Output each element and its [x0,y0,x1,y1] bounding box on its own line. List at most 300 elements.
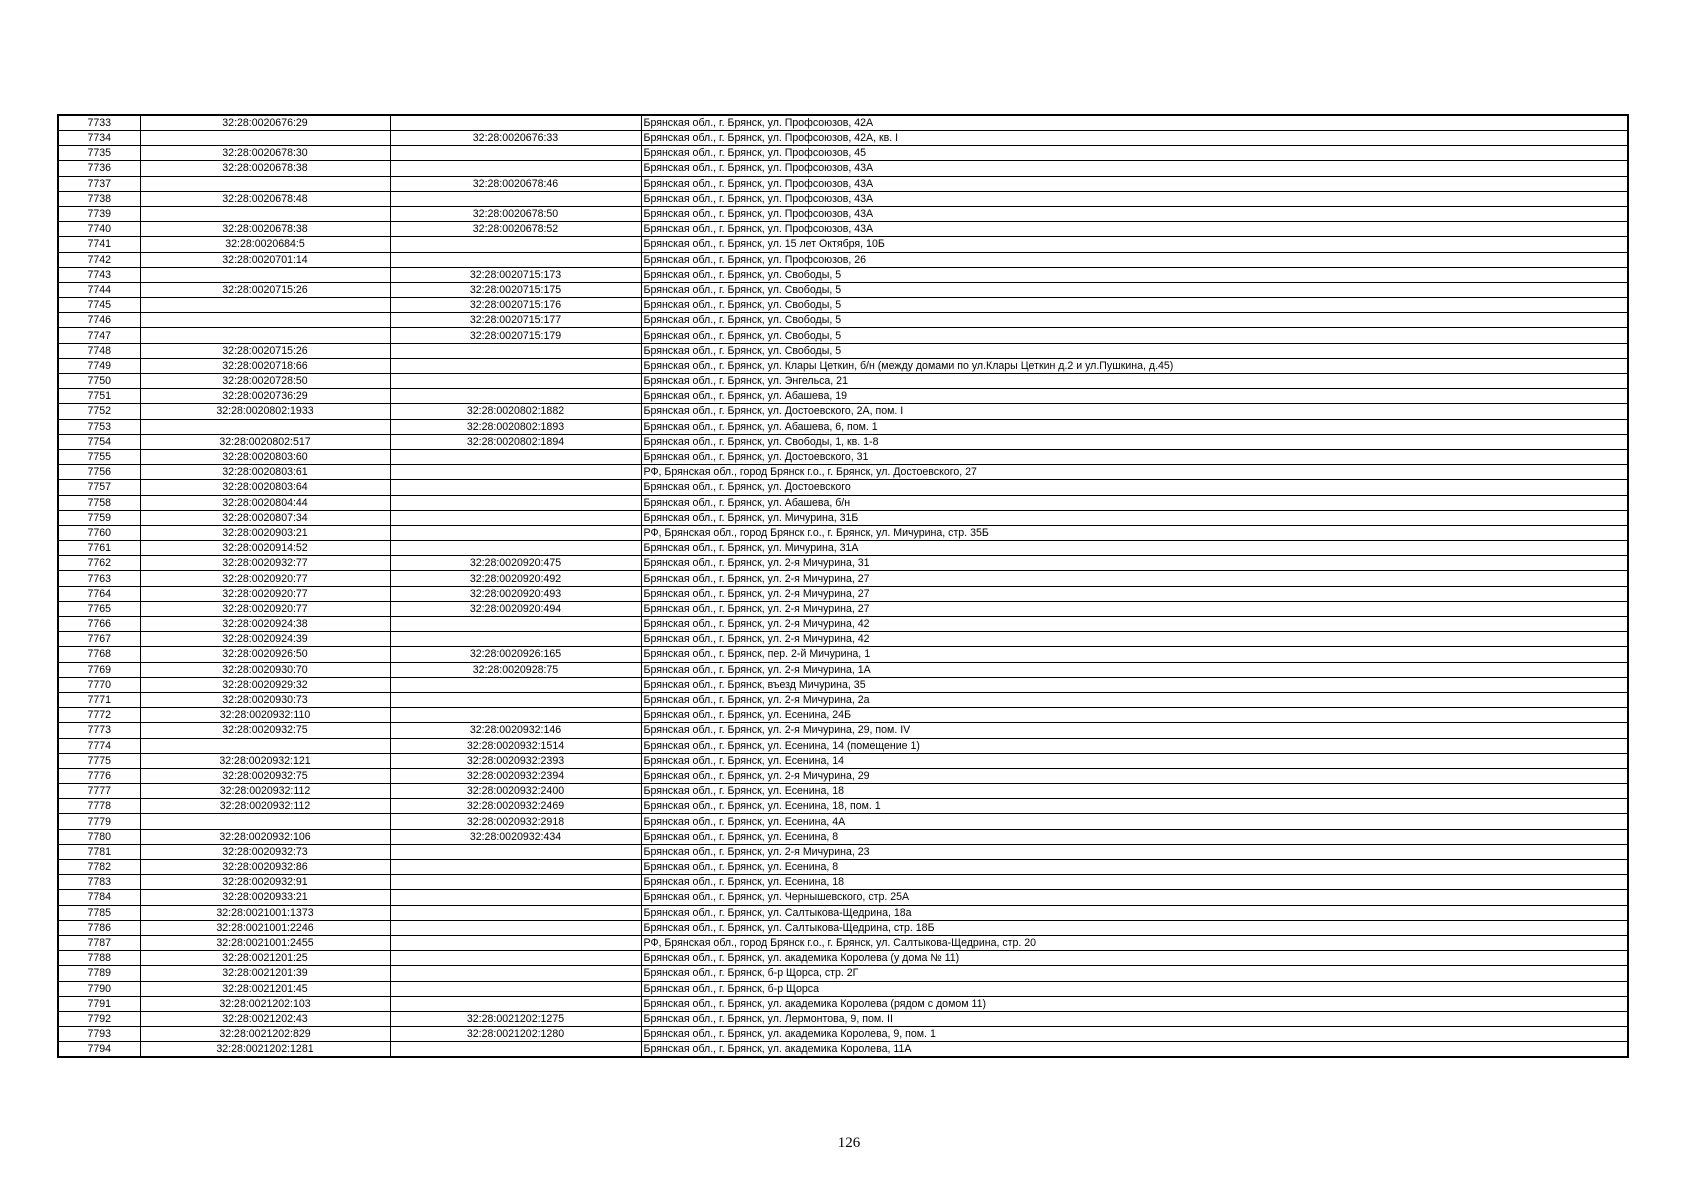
row-number-cell: 7754 [58,434,140,449]
table-row [58,601,1628,616]
address-cell: Брянская обл., г. Брянск, ул. 15 лет Октября, 10Б [641,237,1628,252]
object-cadastral-number-cell [390,890,641,905]
cadastral-number-cell: 32:28:0020930:70 [140,662,390,677]
row-number-cell: 7785 [58,905,140,920]
table-row [58,875,1628,890]
object-cadastral-number-cell [390,981,641,996]
cadastral-number-cell: 32:28:0020932:112 [140,799,390,814]
address-cell: Брянская обл., г. Брянск, ул. Есенина, 14 [641,753,1628,768]
table-row [58,206,1628,221]
table-row [58,115,1628,131]
address-cell: Брянская обл., г. Брянск, ул. Профсоюзов, 42А [641,115,1628,131]
cadastral-number-cell: 32:28:0020932:121 [140,753,390,768]
row-number-cell: 7780 [58,829,140,844]
table-row [58,632,1628,647]
row-number-cell: 7746 [58,313,140,328]
table-row [58,1011,1628,1026]
address-cell: Брянская обл., г. Брянск, ул. Есенина, 18 [641,875,1628,890]
row-number-cell: 7750 [58,374,140,389]
cadastral-number-cell: 32:28:0020932:112 [140,784,390,799]
row-number-cell: 7792 [58,1011,140,1026]
table-row [58,677,1628,692]
address-cell: Брянская обл., г. Брянск, ул. Профсоюзов, 26 [641,252,1628,267]
row-number-cell: 7789 [58,966,140,981]
row-number-cell: 7791 [58,996,140,1011]
address-cell: Брянская обл., г. Брянск, ул. Есенина, 18, пом. 1 [641,799,1628,814]
cadastral-number-cell: 32:28:0021202:829 [140,1027,390,1042]
address-cell: Брянская обл., г. Брянск, ул. Салтыкова-Щедрина, стр. 18Б [641,920,1628,935]
row-number-cell: 7760 [58,525,140,540]
object-cadastral-number-cell: 32:28:0020920:475 [390,556,641,571]
table-row [58,222,1628,237]
row-number-cell: 7782 [58,860,140,875]
row-number-cell: 7742 [58,252,140,267]
address-cell: Брянская обл., г. Брянск, ул. Профсоюзов, 43А [641,161,1628,176]
row-number-cell: 7788 [58,951,140,966]
address-cell: Брянская обл., г. Брянск, ул. 2-я Мичурина, 29, пом. IV [641,723,1628,738]
table-row [58,191,1628,206]
table-row [58,1042,1628,1058]
table-row [58,510,1628,525]
cadastral-number-cell: 32:28:0020903:21 [140,525,390,540]
row-number-cell: 7778 [58,799,140,814]
cadastral-number-cell: 32:28:0020802:1933 [140,404,390,419]
object-cadastral-number-cell [390,374,641,389]
object-cadastral-number-cell: 32:28:0020928:75 [390,662,641,677]
object-cadastral-number-cell [390,449,641,464]
address-cell: Брянская обл., г. Брянск, ул. 2-я Мичурина, 2а [641,692,1628,707]
row-number-cell: 7790 [58,981,140,996]
address-cell: РФ, Брянская обл., город Брянск г.о., г. Брянск, ул. Достоевского, 27 [641,465,1628,480]
cadastral-number-cell: 32:28:0020676:29 [140,115,390,131]
row-number-cell: 7743 [58,267,140,282]
address-cell: Брянская обл., г. Брянск, ул. 2-я Мичурина, 1А [641,662,1628,677]
address-cell: Брянская обл., г. Брянск, ул. Абашева, 6, пом. 1 [641,419,1628,434]
table-row [58,131,1628,146]
object-cadastral-number-cell [390,677,641,692]
cadastral-number-cell: 32:28:0020678:38 [140,222,390,237]
row-number-cell: 7783 [58,875,140,890]
cadastral-number-cell: 32:28:0021202:103 [140,996,390,1011]
cadastral-number-cell: 32:28:0020684:5 [140,237,390,252]
row-number-cell: 7767 [58,632,140,647]
cadastral-number-cell: 32:28:0020803:64 [140,480,390,495]
cadastral-number-cell: 32:28:0020924:38 [140,617,390,632]
table-row [58,298,1628,313]
object-cadastral-number-cell [390,860,641,875]
table-row [58,176,1628,191]
object-cadastral-number-cell [390,191,641,206]
table-row [58,768,1628,783]
address-cell: Брянская обл., г. Брянск, ул. 2-я Мичурина, 27 [641,601,1628,616]
table-row [58,738,1628,753]
address-cell: Брянская обл., г. Брянск, ул. Есенина, 8 [641,860,1628,875]
object-cadastral-number-cell: 32:28:0020715:177 [390,313,641,328]
table-row [58,449,1628,464]
address-cell: Брянская обл., г. Брянск, ул. Свободы, 5 [641,298,1628,313]
object-cadastral-number-cell [390,935,641,950]
address-cell: Брянская обл., г. Брянск, ул. Клары Цеткин, б/н (между домами по ул.Клары Цеткин д.2 и ул.Пушкина, д.45) [641,358,1628,373]
address-cell: Брянская обл., г. Брянск, ул. Мичурина, 31А [641,541,1628,556]
object-cadastral-number-cell: 32:28:0020715:175 [390,282,641,297]
address-cell: Брянская обл., г. Брянск, ул. 2-я Мичурина, 27 [641,571,1628,586]
table-row [58,905,1628,920]
cadastral-number-cell: 32:28:0021001:2246 [140,920,390,935]
cadastral-number-cell: 32:28:0021201:45 [140,981,390,996]
address-cell: Брянская обл., г. Брянск, ул. Достоевского [641,480,1628,495]
address-cell: Брянская обл., г. Брянск, ул. Профсоюзов, 43А [641,222,1628,237]
table-row [58,434,1628,449]
row-number-cell: 7771 [58,692,140,707]
cadastral-number-cell: 32:28:0020932:91 [140,875,390,890]
table-row [58,723,1628,738]
row-number-cell: 7765 [58,601,140,616]
object-cadastral-number-cell [390,708,641,723]
row-number-cell: 7770 [58,677,140,692]
table-row [58,525,1628,540]
table-row [58,860,1628,875]
table-row [58,313,1628,328]
cadastral-number-cell: 32:28:0020701:14 [140,252,390,267]
address-cell: Брянская обл., г. Брянск, ул. академика Королева (рядом с домом 11) [641,996,1628,1011]
row-number-cell: 7734 [58,131,140,146]
cadastral-number-cell: 32:28:0020932:110 [140,708,390,723]
address-cell: Брянская обл., г. Брянск, ул. Достоевского, 2А, пом. I [641,404,1628,419]
row-number-cell: 7774 [58,738,140,753]
object-cadastral-number-cell: 32:28:0020920:493 [390,586,641,601]
table-row [58,966,1628,981]
row-number-cell: 7759 [58,510,140,525]
table-row [58,753,1628,768]
cadastral-number-cell: 32:28:0020920:77 [140,601,390,616]
cadastral-number-cell: 32:28:0021001:1373 [140,905,390,920]
table-row [58,389,1628,404]
address-cell: Брянская обл., г. Брянск, ул. Профсоюзов, 43А [641,191,1628,206]
row-number-cell: 7749 [58,358,140,373]
table-row [58,495,1628,510]
cadastral-number-cell [140,328,390,343]
table-row [58,374,1628,389]
object-cadastral-number-cell: 32:28:0021202:1280 [390,1027,641,1042]
object-cadastral-number-cell [390,146,641,161]
cadastral-number-cell: 32:28:0020715:26 [140,343,390,358]
cadastral-number-cell: 32:28:0021202:1281 [140,1042,390,1058]
object-cadastral-number-cell [390,510,641,525]
cadastral-number-cell: 32:28:0020932:106 [140,829,390,844]
address-cell: Брянская обл., г. Брянск, ул. Есенина, 14 (помещение 1) [641,738,1628,753]
row-number-cell: 7762 [58,556,140,571]
table-row [58,480,1628,495]
cadastral-number-cell: 32:28:0020930:73 [140,692,390,707]
table-row [58,920,1628,935]
row-number-cell: 7772 [58,708,140,723]
address-cell: Брянская обл., г. Брянск, б-р Щорса, стр. 2Г [641,966,1628,981]
address-cell: Брянская обл., г. Брянск, ул. Чернышевского, стр. 25А [641,890,1628,905]
address-cell: Брянская обл., г. Брянск, б-р Щорса [641,981,1628,996]
cadastral-number-cell: 32:28:0020715:26 [140,282,390,297]
table-row [58,890,1628,905]
object-cadastral-number-cell [390,389,641,404]
cadastral-number-cell [140,738,390,753]
row-number-cell: 7747 [58,328,140,343]
table-row [58,951,1628,966]
address-cell: Брянская обл., г. Брянск, ул. Есенина, 4А [641,814,1628,829]
object-cadastral-number-cell [390,252,641,267]
row-number-cell: 7779 [58,814,140,829]
address-cell: Брянская обл., г. Брянск, ул. Достоевского, 31 [641,449,1628,464]
address-cell: Брянская обл., г. Брянск, ул. Свободы, 5 [641,282,1628,297]
object-cadastral-number-cell [390,161,641,176]
object-cadastral-number-cell: 32:28:0020932:434 [390,829,641,844]
object-cadastral-number-cell [390,617,641,632]
table-row [58,617,1628,632]
address-cell: Брянская обл., г. Брянск, ул. Профсоюзов, 43А [641,176,1628,191]
row-number-cell: 7735 [58,146,140,161]
address-cell: Брянская обл., г. Брянск, ул. Свободы, 5 [641,313,1628,328]
address-cell: Брянская обл., г. Брянск, ул. Есенина, 8 [641,829,1628,844]
address-cell: Брянская обл., г. Брянск, ул. 2-я Мичурина, 23 [641,844,1628,859]
address-cell: Брянская обл., г. Брянск, ул. 2-я Мичурина, 27 [641,586,1628,601]
table-row [58,784,1628,799]
table-row [58,161,1628,176]
address-cell: Брянская обл., г. Брянск, ул. Салтыкова-Щедрина, 18а [641,905,1628,920]
address-cell: Брянская обл., г. Брянск, ул. Энгельса, 21 [641,374,1628,389]
row-number-cell: 7736 [58,161,140,176]
cadastral-number-cell: 32:28:0020929:32 [140,677,390,692]
row-number-cell: 7769 [58,662,140,677]
row-number-cell: 7775 [58,753,140,768]
cadastral-number-cell: 32:28:0020807:34 [140,510,390,525]
cadastral-number-cell: 32:28:0021202:43 [140,1011,390,1026]
table-row [58,358,1628,373]
address-cell: Брянская обл., г. Брянск, ул. Мичурина, 31Б [641,510,1628,525]
address-cell: Брянская обл., г. Брянск, ул. Лермонтова, 9, пом. II [641,1011,1628,1026]
row-number-cell: 7756 [58,465,140,480]
address-cell: Брянская обл., г. Брянск, ул. Профсоюзов, 43А [641,206,1628,221]
property-register-table [57,114,1629,1058]
row-number-cell: 7781 [58,844,140,859]
object-cadastral-number-cell [390,115,641,131]
cadastral-number-cell: 32:28:0020924:39 [140,632,390,647]
object-cadastral-number-cell: 32:28:0020920:492 [390,571,641,586]
row-number-cell: 7784 [58,890,140,905]
row-number-cell: 7757 [58,480,140,495]
table-row [58,844,1628,859]
object-cadastral-number-cell [390,966,641,981]
cadastral-number-cell: 32:28:0020932:73 [140,844,390,859]
cadastral-number-cell [140,814,390,829]
address-cell: Брянская обл., г. Брянск, ул. 2-я Мичурина, 31 [641,556,1628,571]
table-row [58,556,1628,571]
table-row [58,404,1628,419]
cadastral-number-cell: 32:28:0020803:60 [140,449,390,464]
object-cadastral-number-cell: 32:28:0020678:46 [390,176,641,191]
row-number-cell: 7777 [58,784,140,799]
table-row [58,692,1628,707]
table-row [58,267,1628,282]
cadastral-number-cell: 32:28:0020932:75 [140,768,390,783]
cadastral-number-cell: 32:28:0020920:77 [140,571,390,586]
address-cell: Брянская обл., г. Брянск, ул. 2-я Мичурина, 42 [641,617,1628,632]
cadastral-number-cell: 32:28:0020678:38 [140,161,390,176]
table-row [58,647,1628,662]
cadastral-number-cell: 32:28:0020678:30 [140,146,390,161]
object-cadastral-number-cell [390,920,641,935]
row-number-cell: 7733 [58,115,140,131]
row-number-cell: 7773 [58,723,140,738]
cadastral-number-cell: 32:28:0021001:2455 [140,935,390,950]
object-cadastral-number-cell: 32:28:0020920:494 [390,601,641,616]
table-row [58,799,1628,814]
object-cadastral-number-cell [390,541,641,556]
object-cadastral-number-cell [390,1042,641,1058]
row-number-cell: 7761 [58,541,140,556]
table-row [58,252,1628,267]
object-cadastral-number-cell: 32:28:0020932:2400 [390,784,641,799]
table-row [58,146,1628,161]
object-cadastral-number-cell [390,343,641,358]
cadastral-number-cell: 32:28:0020920:77 [140,586,390,601]
object-cadastral-number-cell [390,237,641,252]
table-row [58,419,1628,434]
object-cadastral-number-cell: 32:28:0020715:179 [390,328,641,343]
cadastral-number-cell: 32:28:0020804:44 [140,495,390,510]
cadastral-number-cell: 32:28:0020802:517 [140,434,390,449]
row-number-cell: 7786 [58,920,140,935]
row-number-cell: 7739 [58,206,140,221]
object-cadastral-number-cell [390,692,641,707]
table-row [58,814,1628,829]
row-number-cell: 7776 [58,768,140,783]
address-cell: Брянская обл., г. Брянск, ул. 2-я Мичурина, 42 [641,632,1628,647]
cadastral-number-cell [140,313,390,328]
address-cell: Брянская обл., г. Брянск, ул. Профсоюзов, 42А, кв. I [641,131,1628,146]
table-row [58,708,1628,723]
table-row [58,343,1628,358]
row-number-cell: 7748 [58,343,140,358]
address-cell: Брянская обл., г. Брянск, пер. 2-й Мичурина, 1 [641,647,1628,662]
table-row [58,981,1628,996]
object-cadastral-number-cell: 32:28:0020932:2469 [390,799,641,814]
cadastral-number-cell [140,131,390,146]
object-cadastral-number-cell: 32:28:0020932:2394 [390,768,641,783]
object-cadastral-number-cell: 32:28:0020932:2918 [390,814,641,829]
object-cadastral-number-cell [390,996,641,1011]
row-number-cell: 7744 [58,282,140,297]
cadastral-number-cell: 32:28:0020736:29 [140,389,390,404]
address-cell: РФ, Брянская обл., город Брянск г.о., г. Брянск, ул. Салтыкова-Щедрина, стр. 20 [641,935,1628,950]
page-number: 126 [837,1135,861,1151]
cadastral-number-cell: 32:28:0020926:50 [140,647,390,662]
cadastral-number-cell: 32:28:0020932:77 [140,556,390,571]
address-cell: Брянская обл., г. Брянск, ул. Абашева, 19 [641,389,1628,404]
address-cell: Брянская обл., г. Брянск, ул. академика Королева, 11А [641,1042,1628,1058]
object-cadastral-number-cell: 32:28:0020802:1894 [390,434,641,449]
cadastral-number-cell: 32:28:0021201:39 [140,966,390,981]
table-row [58,282,1628,297]
object-cadastral-number-cell [390,525,641,540]
row-number-cell: 7738 [58,191,140,206]
object-cadastral-number-cell [390,875,641,890]
object-cadastral-number-cell: 32:28:0020932:1514 [390,738,641,753]
cadastral-number-cell: 32:28:0020678:48 [140,191,390,206]
cadastral-number-cell: 32:28:0020728:50 [140,374,390,389]
row-number-cell: 7740 [58,222,140,237]
cadastral-number-cell: 32:28:0020803:61 [140,465,390,480]
row-number-cell: 7755 [58,449,140,464]
object-cadastral-number-cell [390,905,641,920]
table-row [58,662,1628,677]
row-number-cell: 7745 [58,298,140,313]
row-number-cell: 7752 [58,404,140,419]
table-row [58,996,1628,1011]
object-cadastral-number-cell: 32:28:0020678:52 [390,222,641,237]
object-cadastral-number-cell: 32:28:0020676:33 [390,131,641,146]
table-body [58,115,1628,1057]
row-number-cell: 7794 [58,1042,140,1058]
object-cadastral-number-cell [390,632,641,647]
object-cadastral-number-cell: 32:28:0020932:2393 [390,753,641,768]
cadastral-number-cell: 32:28:0020932:75 [140,723,390,738]
object-cadastral-number-cell: 32:28:0020802:1893 [390,419,641,434]
object-cadastral-number-cell [390,358,641,373]
object-cadastral-number-cell [390,844,641,859]
table-row [58,1027,1628,1042]
object-cadastral-number-cell [390,495,641,510]
row-number-cell: 7758 [58,495,140,510]
table-row [58,586,1628,601]
cadastral-number-cell: 32:28:0020932:86 [140,860,390,875]
cadastral-number-cell: 32:28:0020914:52 [140,541,390,556]
object-cadastral-number-cell: 32:28:0020678:50 [390,206,641,221]
cadastral-number-cell [140,176,390,191]
row-number-cell: 7793 [58,1027,140,1042]
cadastral-number-cell: 32:28:0021201:25 [140,951,390,966]
address-cell: Брянская обл., г. Брянск, ул. Свободы, 1, кв. 1-8 [641,434,1628,449]
address-cell: Брянская обл., г. Брянск, ул. Свободы, 5 [641,267,1628,282]
table-row [58,237,1628,252]
address-cell: Брянская обл., г. Брянск, ул. Есенина, 18 [641,784,1628,799]
cadastral-number-cell: 32:28:0020933:21 [140,890,390,905]
address-cell: Брянская обл., г. Брянск, ул. 2-я Мичурина, 29 [641,768,1628,783]
row-number-cell: 7753 [58,419,140,434]
address-cell: Брянская обл., г. Брянск, ул. академика Королева (у дома № 11) [641,951,1628,966]
object-cadastral-number-cell [390,480,641,495]
object-cadastral-number-cell: 32:28:0020926:165 [390,647,641,662]
address-cell: Брянская обл., г. Брянск, ул. Свободы, 5 [641,343,1628,358]
object-cadastral-number-cell [390,465,641,480]
address-cell: Брянская обл., г. Брянск, ул. Абашева, б/н [641,495,1628,510]
table-row [58,465,1628,480]
address-cell: РФ, Брянская обл., город Брянск г.о., г. Брянск, ул. Мичурина, стр. 35Б [641,525,1628,540]
row-number-cell: 7787 [58,935,140,950]
table-row [58,541,1628,556]
table-row [58,328,1628,343]
cadastral-number-cell: 32:28:0020718:66 [140,358,390,373]
address-cell: Брянская обл., г. Брянск, ул. Есенина, 24Б [641,708,1628,723]
object-cadastral-number-cell: 32:28:0020715:176 [390,298,641,313]
row-number-cell: 7741 [58,237,140,252]
row-number-cell: 7766 [58,617,140,632]
object-cadastral-number-cell: 32:28:0020802:1882 [390,404,641,419]
object-cadastral-number-cell: 32:28:0020715:173 [390,267,641,282]
cadastral-number-cell [140,419,390,434]
row-number-cell: 7763 [58,571,140,586]
table-row [58,829,1628,844]
object-cadastral-number-cell: 32:28:0021202:1275 [390,1011,641,1026]
row-number-cell: 7751 [58,389,140,404]
object-cadastral-number-cell [390,951,641,966]
